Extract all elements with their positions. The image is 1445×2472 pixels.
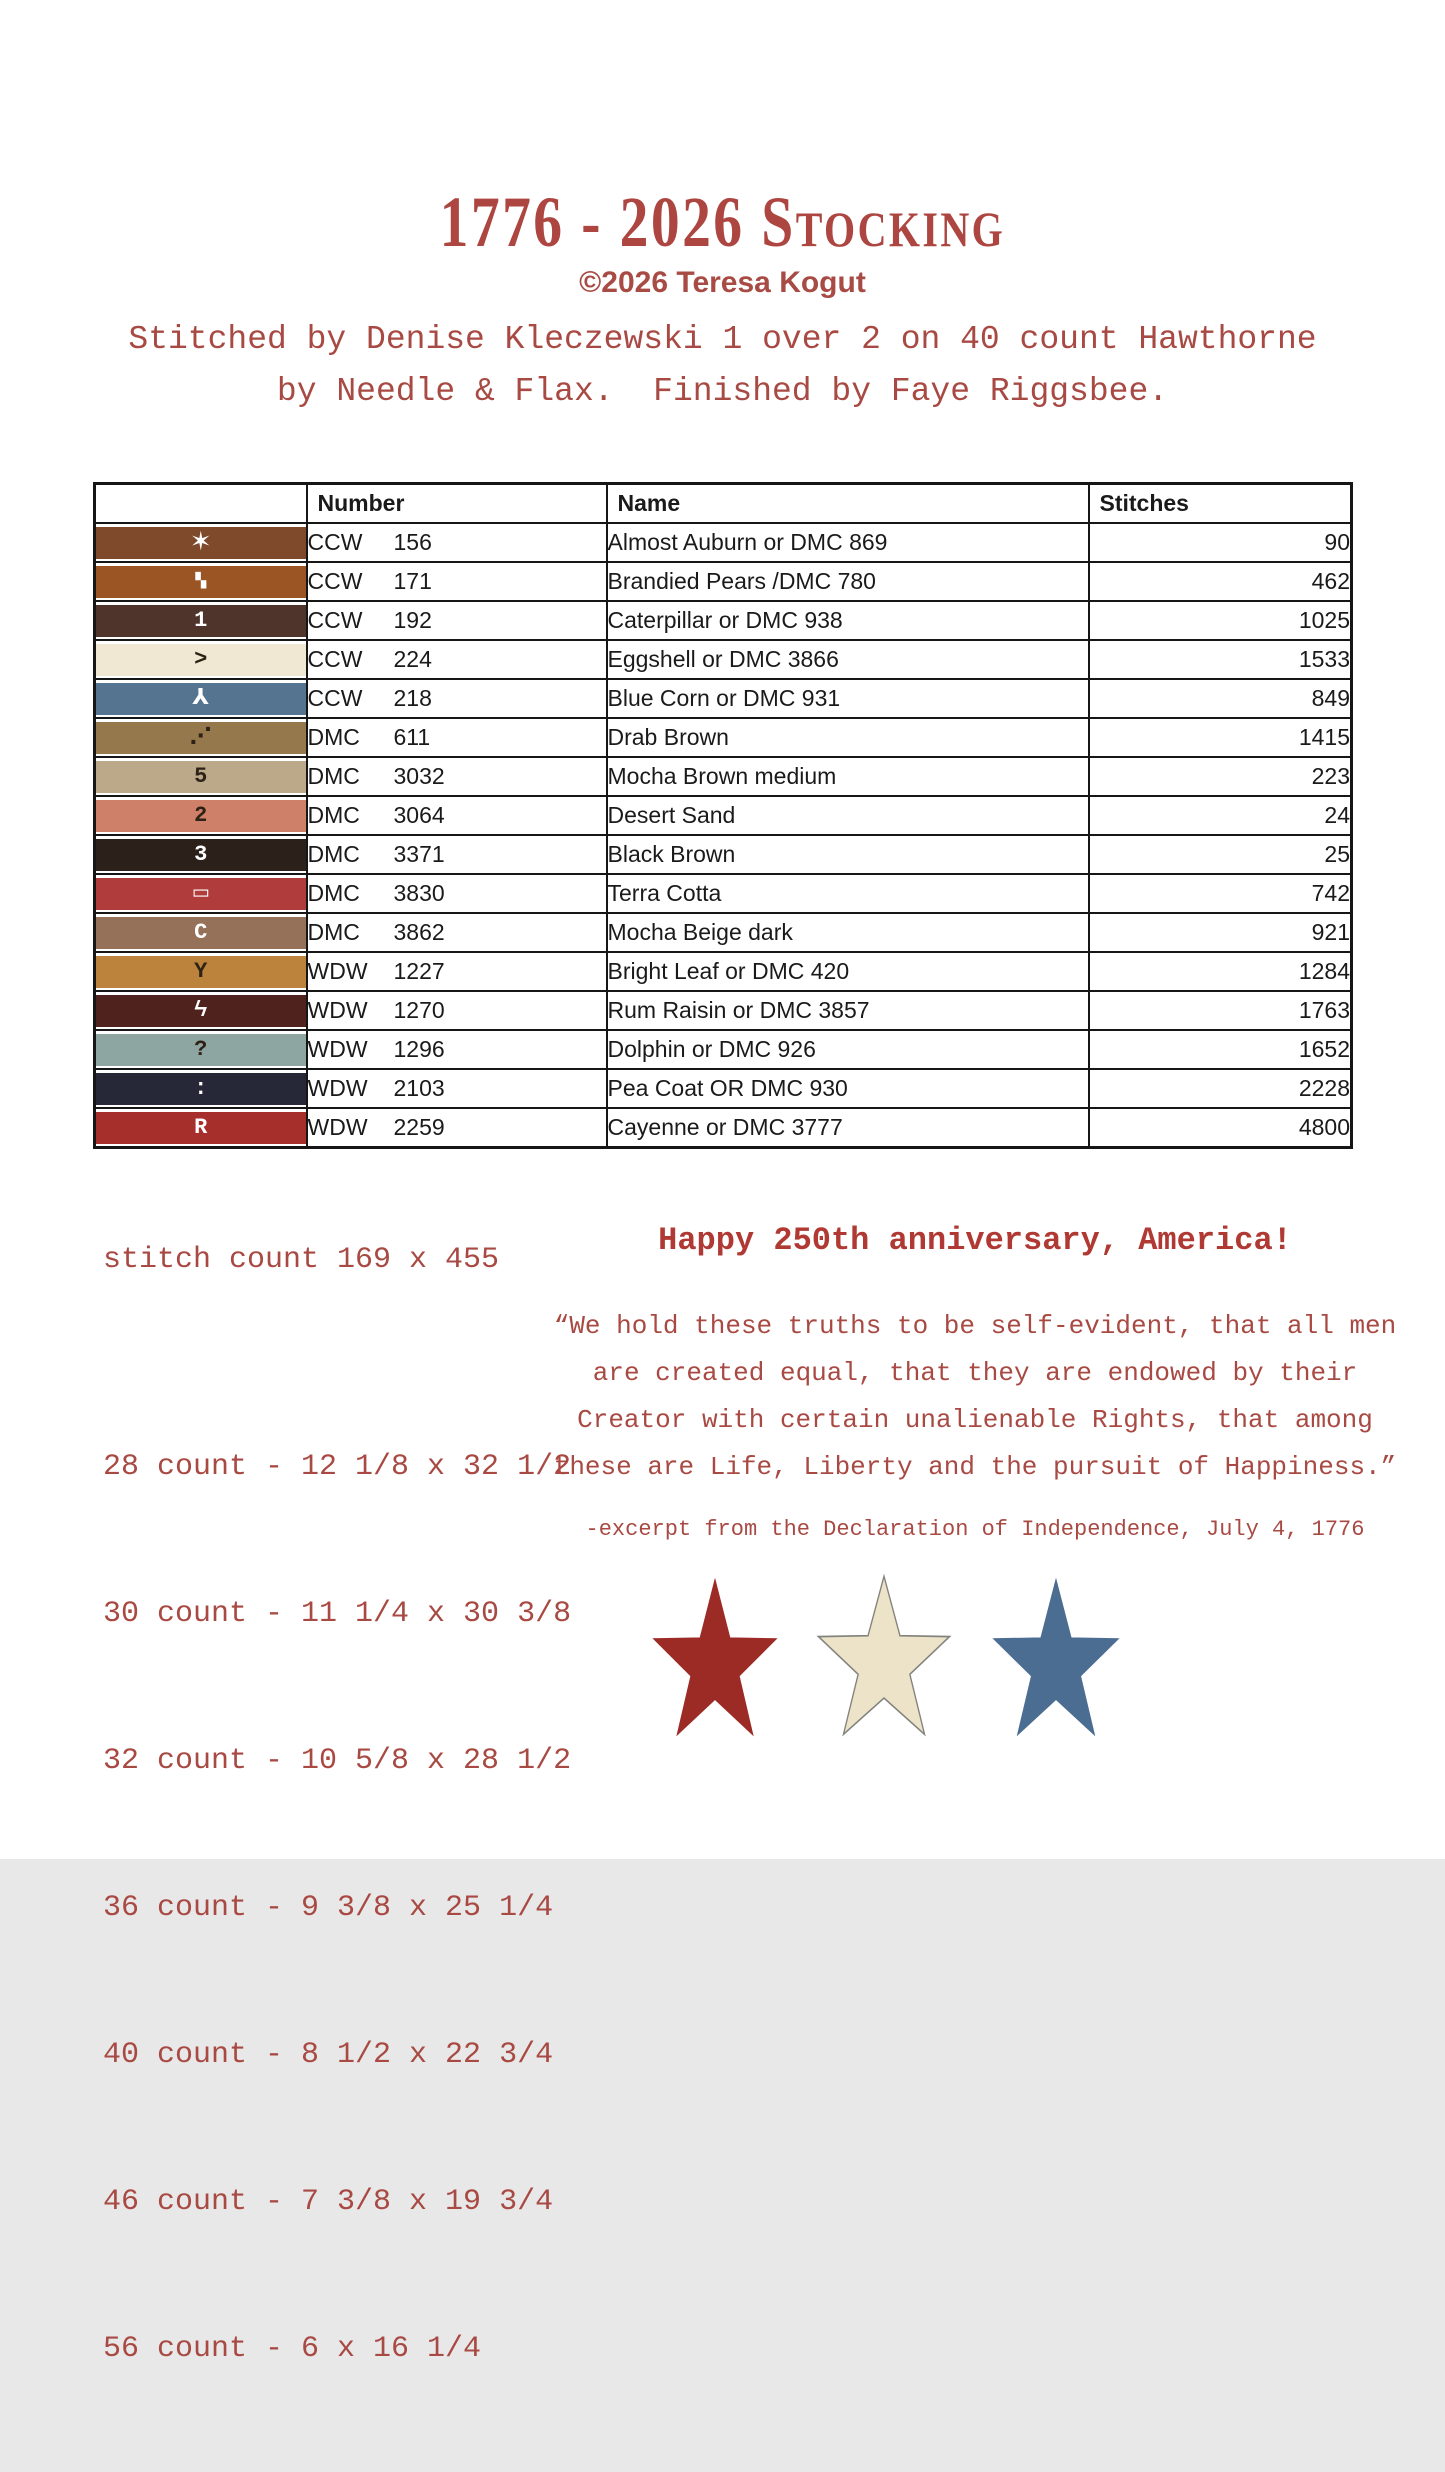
floss-legend-table (93, 482, 1353, 1149)
fabric-size-item: 36 count - 9 3/8 x 25 1/4 (103, 1891, 554, 1925)
floss-code: 3830 (393, 880, 445, 906)
red-star-shape (654, 1580, 775, 1734)
table-row (95, 562, 1352, 601)
symbol-column-header (95, 484, 307, 524)
stitches-column-header: Stitches (1089, 484, 1352, 524)
cream-star-shape (818, 1576, 949, 1734)
floss-name: Bright Leaf or DMC 420 (607, 952, 1089, 991)
floss-name: Rum Raisin or DMC 3857 (607, 991, 1089, 1030)
stitch-count-value: 4800 (1089, 1108, 1352, 1148)
table-row (95, 523, 1352, 562)
stitch-count-value: 1652 (1089, 1030, 1352, 1069)
stitch-count-value: 25 (1089, 835, 1352, 874)
floss-brand: DMC (307, 763, 360, 789)
floss-name: Mocha Beige dark (607, 913, 1089, 952)
floss-code: 1296 (393, 1036, 445, 1062)
floss-code: 3862 (393, 919, 445, 945)
floss-brand: DMC (307, 724, 360, 750)
floss-brand: WDW (307, 958, 368, 984)
color-swatch (96, 956, 306, 988)
stitch-symbol: 1 (194, 607, 208, 633)
stitch-count-value: 462 (1089, 562, 1352, 601)
color-swatch (96, 800, 306, 832)
stitch-symbol: ▚ (195, 573, 207, 590)
floss-code: 192 (393, 607, 432, 633)
floss-brand: WDW (307, 1036, 368, 1062)
table-row (95, 1069, 1352, 1108)
stitch-count-value: 1533 (1089, 640, 1352, 679)
table-row (95, 952, 1352, 991)
floss-name: Blue Corn or DMC 931 (607, 679, 1089, 718)
stitch-count-value: 24 (1089, 796, 1352, 835)
anniversary-section (545, 1222, 1405, 1542)
color-swatch (96, 878, 306, 910)
number-column-header: Number (307, 484, 607, 524)
stitch-count-value: 1763 (1089, 991, 1352, 1030)
floss-code: 156 (393, 529, 432, 555)
floss-brand: DMC (307, 802, 360, 828)
floss-name: Black Brown (607, 835, 1089, 874)
floss-name: Eggshell or DMC 3866 (607, 640, 1089, 679)
table-row (95, 991, 1352, 1030)
stitch-count-line: stitch count 169 x 455 (103, 1243, 500, 1277)
quote-line: these are Life, Liberty and the pursuit of Happiness.” (553, 1452, 1397, 1482)
floss-name: Pea Coat OR DMC 930 (607, 1069, 1089, 1108)
stitch-count-value: 1284 (1089, 952, 1352, 991)
name-column-header: Name (607, 484, 1089, 524)
color-swatch (96, 527, 306, 559)
fabric-size-list (103, 1345, 571, 2472)
floss-name: Terra Cotta (607, 874, 1089, 913)
floss-brand: WDW (307, 997, 368, 1023)
fabric-size-item: 46 count - 7 3/8 x 19 3/4 (103, 2185, 554, 2219)
color-swatch (96, 761, 306, 793)
floss-code: 2259 (393, 1114, 445, 1140)
stitch-count-value: 2228 (1089, 1069, 1352, 1108)
page-header (0, 0, 1445, 418)
floss-name: Mocha Brown medium (607, 757, 1089, 796)
table-row (95, 835, 1352, 874)
anniversary-headline: Happy 250th anniversary, America! (658, 1222, 1292, 1259)
declaration-quote (545, 1303, 1405, 1491)
table-row (95, 1030, 1352, 1069)
color-swatch (96, 605, 306, 637)
stitch-symbol: ✶ (189, 527, 212, 558)
page-title: 1776 - 2026 Stocking (439, 182, 1006, 262)
floss-name: Brandied Pears /DMC 780 (607, 562, 1089, 601)
color-swatch (96, 1112, 306, 1144)
stitch-count-value: 1025 (1089, 601, 1352, 640)
table-row (95, 601, 1352, 640)
stitch-symbol: C (194, 919, 208, 945)
blue-star-shape (994, 1580, 1117, 1734)
fabric-size-item: 30 count - 11 1/4 x 30 3/8 (103, 1597, 572, 1631)
floss-brand: DMC (307, 880, 360, 906)
stitched-by-line-1: Stitched by Denise Kleczewski 1 over 2 on 40 count Hawthorne (128, 321, 1317, 358)
table-row (95, 679, 1352, 718)
fabric-size-item: 56 count - 6 x 16 1/4 (103, 2332, 482, 2366)
color-swatch (96, 683, 306, 715)
cream-star-icon (816, 1574, 952, 1736)
fabric-size-item: 40 count - 8 1/2 x 22 3/4 (103, 2038, 554, 2072)
color-swatch (96, 995, 306, 1027)
quote-attribution: -excerpt from the Declaration of Independence, July 4, 1776 (585, 1517, 1365, 1542)
floss-brand: DMC (307, 841, 360, 867)
stitch-symbol: ▭ (191, 882, 210, 904)
floss-code: 2103 (393, 1075, 445, 1101)
floss-brand: CCW (307, 685, 363, 711)
floss-brand: WDW (307, 1114, 368, 1140)
floss-name: Caterpillar or DMC 938 (607, 601, 1089, 640)
stitch-symbol: ? (194, 1036, 208, 1062)
color-swatch (96, 722, 306, 754)
floss-brand: CCW (307, 607, 363, 633)
color-swatch (96, 1073, 306, 1105)
stitched-by-line-2: by Needle & Flax. Finished by Faye Riggsbee. (276, 373, 1169, 410)
quote-line: Creator with certain unalienable Rights, that among (577, 1405, 1373, 1435)
floss-code: 224 (393, 646, 432, 672)
table-row (95, 757, 1352, 796)
color-swatch (96, 1034, 306, 1066)
blue-star-icon (992, 1578, 1120, 1736)
floss-brand: CCW (307, 529, 363, 555)
floss-code: 1227 (393, 958, 445, 984)
floss-code: 3064 (393, 802, 445, 828)
stitch-symbol: > (194, 646, 208, 672)
stitch-symbol: ⅄ (192, 685, 210, 711)
stitch-count-value: 921 (1089, 913, 1352, 952)
table-row (95, 1108, 1352, 1148)
floss-brand: CCW (307, 646, 363, 672)
stitch-symbol: : (194, 1075, 208, 1101)
table-row (95, 718, 1352, 757)
stitch-symbol: 3 (194, 841, 208, 867)
color-swatch (96, 566, 306, 598)
table-row (95, 796, 1352, 835)
quote-line: “We hold these truths to be self-evident, that all men (553, 1311, 1397, 1341)
floss-brand: CCW (307, 568, 363, 594)
floss-brand: DMC (307, 919, 360, 945)
stitch-symbol: ⋰ (189, 724, 212, 750)
color-swatch (96, 644, 306, 676)
floss-code: 218 (393, 685, 432, 711)
floss-name: Desert Sand (607, 796, 1089, 835)
table-row (95, 913, 1352, 952)
stitch-count-value: 223 (1089, 757, 1352, 796)
stitch-count-value: 90 (1089, 523, 1352, 562)
floss-name: Dolphin or DMC 926 (607, 1030, 1089, 1069)
stitch-symbol: ϟ (194, 997, 208, 1023)
floss-brand: WDW (307, 1075, 368, 1101)
stitch-symbol: 2 (194, 802, 208, 828)
copyright-line: ©2026 Teresa Kogut (579, 266, 866, 299)
floss-code: 611 (393, 724, 431, 750)
floss-code: 171 (393, 568, 432, 594)
table-row (95, 874, 1352, 913)
floss-code: 1270 (393, 997, 445, 1023)
stitch-count-value: 849 (1089, 679, 1352, 718)
floss-code: 3032 (393, 763, 445, 789)
stitch-count-value: 742 (1089, 874, 1352, 913)
table-row (95, 640, 1352, 679)
floss-name: Drab Brown (607, 718, 1089, 757)
color-swatch (96, 839, 306, 871)
stitch-symbol: R (194, 1114, 208, 1140)
stitch-count-value: 1415 (1089, 718, 1352, 757)
red-star-icon (652, 1578, 778, 1736)
floss-name: Almost Auburn or DMC 869 (607, 523, 1089, 562)
fabric-size-item: 28 count - 12 1/8 x 32 1/2 (103, 1450, 572, 1484)
floss-code: 3371 (393, 841, 445, 867)
table-header-row (95, 484, 1352, 524)
quote-line: are created equal, that they are endowed by their (592, 1358, 1358, 1388)
stitch-symbol: Y (194, 958, 208, 984)
floss-name: Cayenne or DMC 3777 (607, 1108, 1089, 1148)
color-swatch (96, 917, 306, 949)
stitch-symbol: 5 (194, 763, 208, 789)
fabric-size-item: 32 count - 10 5/8 x 28 1/2 (103, 1744, 572, 1778)
